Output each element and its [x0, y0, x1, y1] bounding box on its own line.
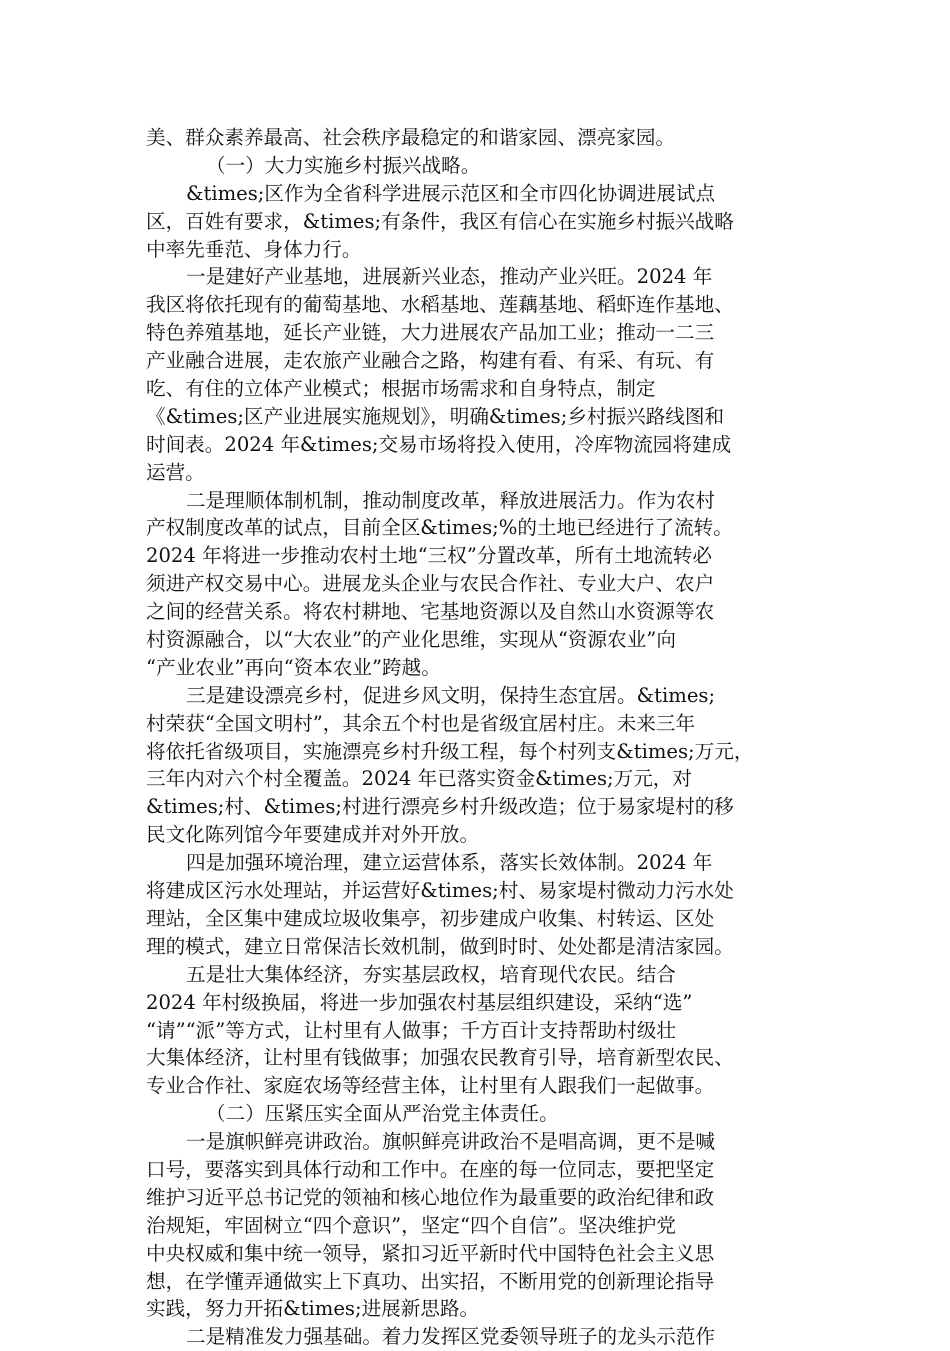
text-line: 中率先垂范、身体力行。 [146, 237, 362, 261]
text-line: 将建成区污水处理站，并运营好&times;村、易家堤村微动力污水处 [146, 879, 734, 903]
text-line: 美、群众素养最高、社会秩序最稳定的和谐家园、漂亮家园。 [146, 126, 676, 149]
text-line: 一是建好产业基地，进展新兴业态，推动产业兴旺。2024 年 [186, 265, 713, 289]
text-line: 五是壮大集体经济，夯实基层政权，培育现代农民。结合 [186, 962, 676, 986]
text-line: 运营。 [146, 460, 205, 484]
text-line: 吃、有住的立体产业模式；根据市场需求和自身特点，制定 [146, 377, 656, 401]
text-line: 产权制度改革的试点，目前全区&times;%的土地已经进行了流转。 [146, 516, 733, 540]
text-line: 一是旗帜鲜亮讲政治。旗帜鲜亮讲政治不是唱高调，更不是喊 [186, 1130, 716, 1154]
text-line: “请”“派”等方式，让村里有人做事；千方百计支持帮助村级壮 [146, 1018, 676, 1042]
text-line: 产业融合进展，走农旅产业融合之路，构建有看、有采、有玩、有 [146, 349, 715, 373]
text-line: 三年内对六个村全覆盖。2024 年已落实资金&times;万元，对 [146, 767, 692, 791]
text-line: 治规矩，牢固树立“四个意识”，坚定“四个自信”。坚决维护党 [146, 1213, 676, 1237]
text-line: 区，百姓有要求，&times;有条件，我区有信心在实施乡村振兴战略 [146, 209, 734, 233]
text-line: 想，在学懂弄通做实上下真功、出实招，不断用党的创新理论指导 [146, 1269, 715, 1293]
text-line: 专业合作社、家庭农场等经营主体，让村里有人跟我们一起做事。 [146, 1074, 715, 1098]
text-line: 理的模式，建立日常保洁长效机制，做到时时、处处都是清洁家园。 [146, 934, 734, 958]
text-line: 《&times;区产业进展实施规划》，明确&times;乡村振兴路线图和 [146, 404, 725, 428]
text-line: 理站，全区集中建成垃圾收集亭，初步建成户收集、村转运、区处 [146, 906, 715, 930]
text-line: 村荣获“全国文明村”，其余五个村也是省级宜居村庄。未来三年 [146, 711, 696, 735]
text-line: 口号，要落实到具体行动和工作中。在座的每一位同志，要把坚定 [146, 1157, 715, 1181]
text-line: 2024 年村级换届，将进一步加强农村基层组织建设，采纳“选” [146, 990, 693, 1014]
text-line: 民文化陈列馆今年要建成并对外开放。 [146, 823, 480, 847]
text-line: 二是精准发力强基础。着力发挥区党委领导班子的龙头示范作 [186, 1325, 716, 1349]
text-line: 四是加强环境治理，建立运营体系，落实长效体制。2024 年 [186, 851, 713, 875]
text-line: （一）大力实施乡村振兴战略。 [206, 153, 481, 177]
text-line: 特色养殖基地，延长产业链，大力进展农产品加工业；推动一二三 [146, 321, 715, 345]
text-line: 2024 年将进一步推动农村土地“三权”分置改革，所有土地流转必 [146, 544, 712, 568]
text-line: 中央权威和集中统一领导，紧扣习近平新时代中国特色社会主义思 [146, 1241, 715, 1265]
text-line: 村资源融合，以“大农业”的产业化思维，实现从“资源农业”向 [146, 628, 676, 652]
text-line: 大集体经济，让村里有钱做事；加强农民教育引导，培育新型农民、 [146, 1046, 734, 1070]
document-page [146, 124, 806, 1351]
text-line: “产业农业”再向“资本农业”跨越。 [146, 655, 441, 679]
text-line: （二）压紧压实全面从严治党主体责任。 [206, 1102, 559, 1126]
text-line: 我区将依托现有的葡萄基地、水稻基地、莲藕基地、稻虾连作基地、 [146, 293, 734, 317]
text-line: &times;区作为全省科学进展示范区和全市四化协调进展试点 [186, 181, 716, 205]
text-line: 三是建设漂亮乡村，促进乡风文明，保持生态宜居。&times; [186, 683, 716, 707]
text-line: 将依托省级项目，实施漂亮乡村升级工程，每个村列支&times;万元， [146, 739, 754, 763]
text-line: 维护习近平总书记党的领袖和核心地位作为最重要的政治纪律和政 [146, 1185, 715, 1209]
text-line: 时间表。2024 年&times;交易市场将投入使用，冷库物流园将建成 [146, 432, 732, 456]
text-line: &times;村、&times;村进行漂亮乡村升级改造；位于易家堤村的移 [146, 795, 734, 819]
text-line: 之间的经营关系。将农村耕地、宅基地资源以及自然山水资源等农 [146, 600, 715, 624]
text-line: 二是理顺体制机制，推动制度改革，释放进展活力。作为农村 [186, 488, 716, 512]
text-line: 须进产权交易中心。进展龙头企业与农民合作社、专业大户、农户 [146, 572, 715, 596]
text-line: 实践，努力开拓&times;进展新思路。 [146, 1297, 480, 1321]
